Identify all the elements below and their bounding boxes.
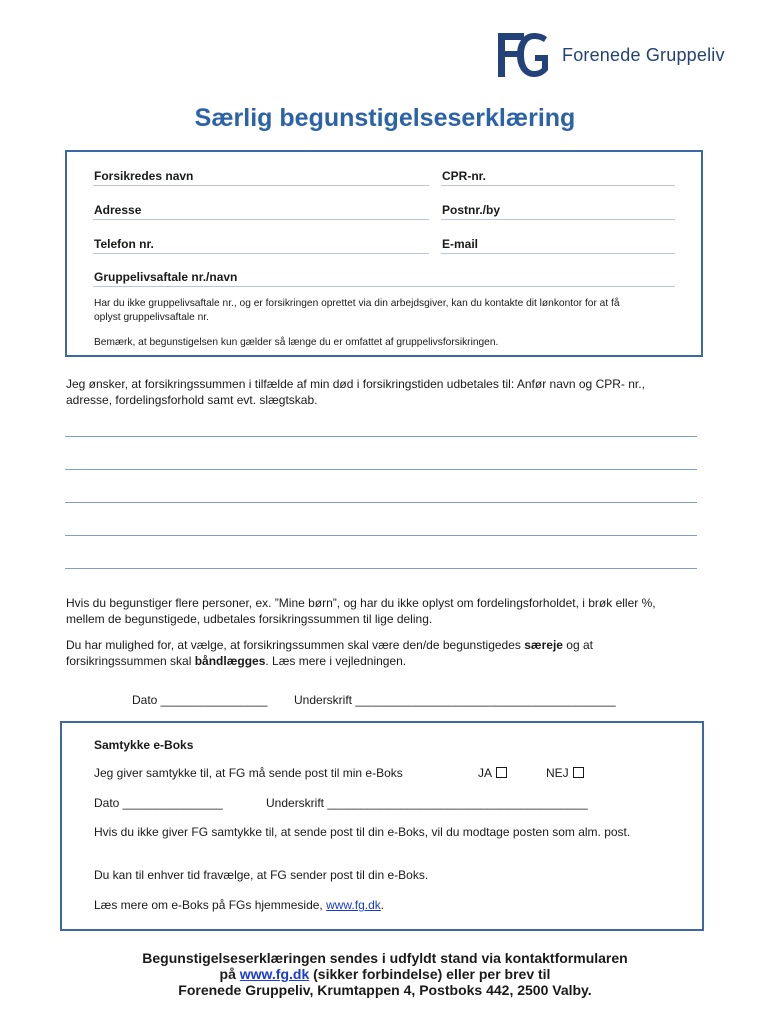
separate-property-info: Du har mulighed for, at vælge, at forsikringssummen skal være den/de begunstigedes særeje og at forsikringssummen skal båndlægges. Læs mere i vejledningen. <box>66 638 593 668</box>
insured-name-field[interactable] <box>93 185 429 186</box>
coverage-note: Bemærk, at begunstigelsen kun gælder så længe du er omfattet af gruppelivsforsikringen. <box>94 337 499 348</box>
eboks-consent-text: Jeg giver samtykke til, at FG må sende post til min e-Boks <box>94 766 403 780</box>
beneficiary-instruction: Jeg ønsker, at forsikringssummen i tilfælde af min død i forsikringstiden udbetales til: Anfør navn og CPR- nr., adresse, fordelingsforhold samt evt. slægtskab. <box>66 377 645 407</box>
insured-name-label: Forsikredes navn <box>94 169 194 183</box>
eboks-date-field[interactable]: Dato _______________ <box>94 796 223 810</box>
footer-line-3: Forenede Gruppeliv, Krumtappen 4, Postboks 442, 2500 Valby. <box>178 982 592 998</box>
eboks-title: Samtykke e-Boks <box>94 738 194 752</box>
submission-instructions <box>0 950 770 998</box>
agreement-note: Har du ikke gruppelivsaftale nr., og er forsikringen oprettet via din arbejdsgiver, kan du kontakte dit lønkontor for at få oplyst gruppelivsaftale nr. <box>94 298 620 323</box>
address-label: Adresse <box>94 203 142 217</box>
phone-label: Telefon nr. <box>94 237 154 251</box>
footer-line-2: på www.fg.dk (sikker forbindelse) eller per brev til <box>219 966 551 982</box>
beneficiary-line-4[interactable] <box>65 535 697 536</box>
phone-field[interactable] <box>93 253 429 254</box>
fg-logo-mark <box>498 33 550 77</box>
cpr-label: CPR-nr. <box>442 169 487 183</box>
no-option[interactable]: NEJ <box>546 765 584 781</box>
eboks-optout-info: Du kan til enhver tid fravælge, at FG sender post til din e-Boks. <box>94 868 429 882</box>
beneficiary-line-3[interactable] <box>65 502 697 503</box>
postal-label: Postnr./by <box>442 203 501 217</box>
yes-option[interactable]: JA <box>478 765 507 781</box>
eboks-no-consent-info: Hvis du ikke giver FG samtykke til, at sende post til din e-Boks, vil du modtage posten som alm. post. <box>94 825 631 839</box>
footer-website-link[interactable]: www.fg.dk <box>239 966 310 982</box>
email-label: E-mail <box>442 237 479 251</box>
footer-line-1: Begunstigelseserklæringen sendes i udfyldt stand via kontaktformularen <box>142 950 628 966</box>
postal-field[interactable] <box>441 219 675 220</box>
page-title: Særlig begunstigelseserklæring <box>194 104 576 132</box>
cpr-field[interactable] <box>441 185 675 186</box>
beneficiary-line-5[interactable] <box>65 568 697 569</box>
beneficiary-line-2[interactable] <box>65 469 697 470</box>
date-field[interactable]: Dato ________________ <box>132 693 268 707</box>
distribution-info: Hvis du begunstiger flere personer, ex. ”Mine børn”, og har du ikke oplyst om fordelingsforholdet, i brøk eller %, mellem de begunstigede, udbetales forsikringssummen til lige deling. <box>66 596 656 626</box>
address-field[interactable] <box>93 219 429 220</box>
agreement-label: Gruppelivsaftale nr./navn <box>94 270 238 284</box>
fg-website-link[interactable]: www.fg.dk <box>326 898 381 912</box>
no-checkbox[interactable] <box>573 767 584 778</box>
signature-field[interactable]: Underskrift _______________________________________ <box>294 693 616 707</box>
beneficiary-line-1[interactable] <box>65 436 697 437</box>
company-logo <box>498 32 725 78</box>
eboks-signature-field[interactable]: Underskrift _______________________________________ <box>266 796 588 810</box>
email-field[interactable] <box>441 253 675 254</box>
agreement-field[interactable] <box>93 286 675 287</box>
eboks-read-more: Læs mere om e-Boks på FGs hjemmeside, www.fg.dk. <box>94 898 385 912</box>
brand-name: Forenede Gruppeliv <box>562 44 725 65</box>
yes-checkbox[interactable] <box>496 767 507 778</box>
